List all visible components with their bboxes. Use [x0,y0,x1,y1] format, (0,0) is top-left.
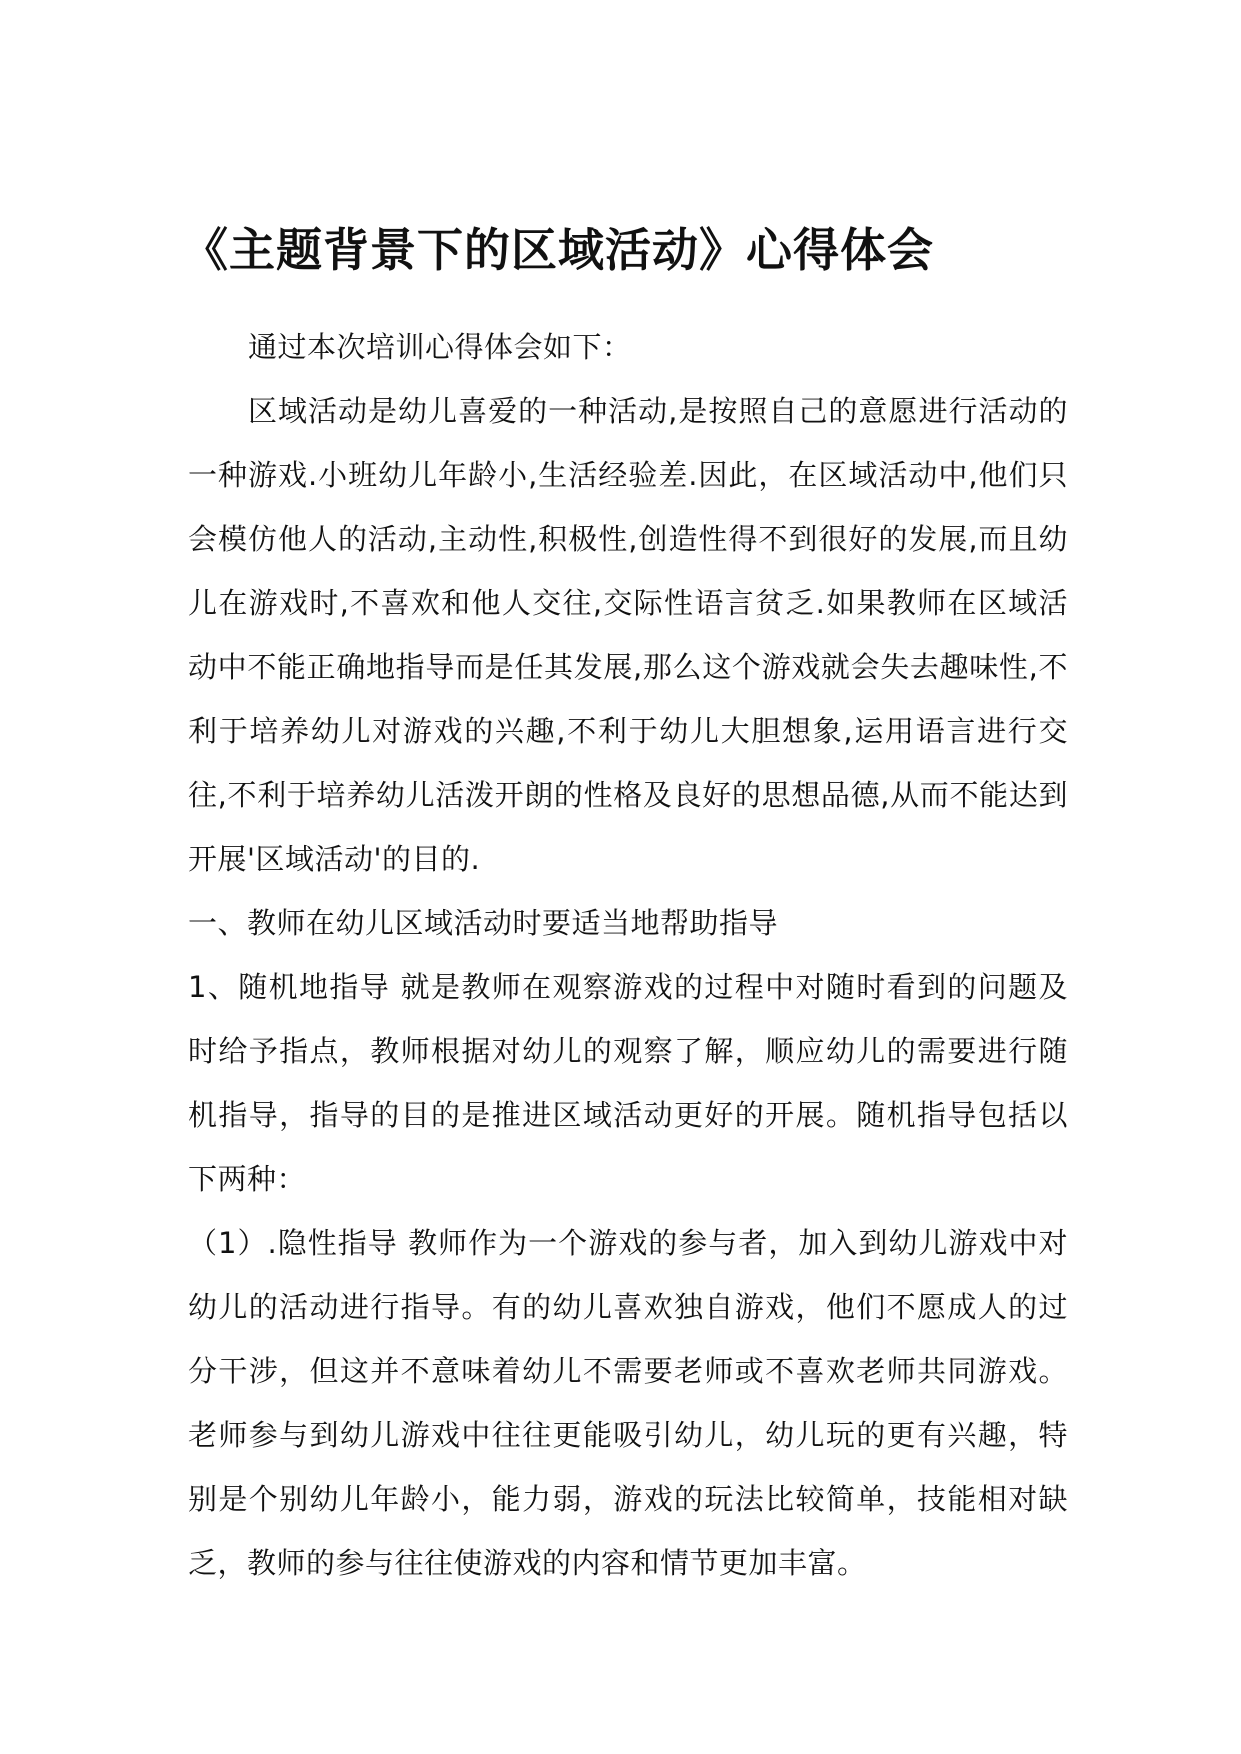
paragraph-random-guidance: 1、随机地指导 就是教师在观察游戏的过程中对随时看到的问题及时给予指点，教师根据对幼儿的观察了解，顺应幼儿的需要进行随机指导，指导的目的是推进区域活动更好的开展。随机指导包括以下两种： [188,970,1068,1196]
paragraph-intro: 通过本次培训心得体会如下： [248,330,632,364]
paragraph-implicit-guidance: （1）.隐性指导 教师作为一个游戏的参与者，加入到幼儿游戏中对幼儿的活动进行指导。有的幼儿喜欢独自游戏，他们不愿成人的过分干涉，但这并不意味着幼儿不需要老师或不喜欢老师共同游戏。老师参与到幼儿游戏中往往更能吸引幼儿，幼儿玩的更有兴趣，特别是个别幼儿年龄小，能力弱，游戏的玩法比较简单，技能相对缺乏，教师的参与往往使游戏的内容和情节更加丰富。 [188,1226,1068,1580]
paragraph-area-activity: 区域活动是幼儿喜爱的一种活动,是按照自己的意愿进行活动的一种游戏.小班幼儿年龄小,生活经验差.因此，在区域活动中,他们只会模仿他人的活动,主动性,积极性,创造性得不到很好的发展,而且幼儿在游戏时,不喜欢和他人交往,交际性语言贫乏.如果教师在区域活动中不能正确地指导而是任其发展,那么这个游戏就会失去趣味性,不利于培养幼儿对游戏的兴趣,不利于幼儿大胆想象,运用语言进行交往,不利于培养幼儿活泼开朗的性格及良好的思想品德,从而不能达到开展'区域活动'的目的. [188,394,1068,876]
section-heading-1: 一、教师在幼儿区域活动时要适当地帮助指导 [188,906,779,940]
document-title: 《主题背景下的区域活动》心得体会 [182,223,934,277]
document-body [188,315,1068,1595]
